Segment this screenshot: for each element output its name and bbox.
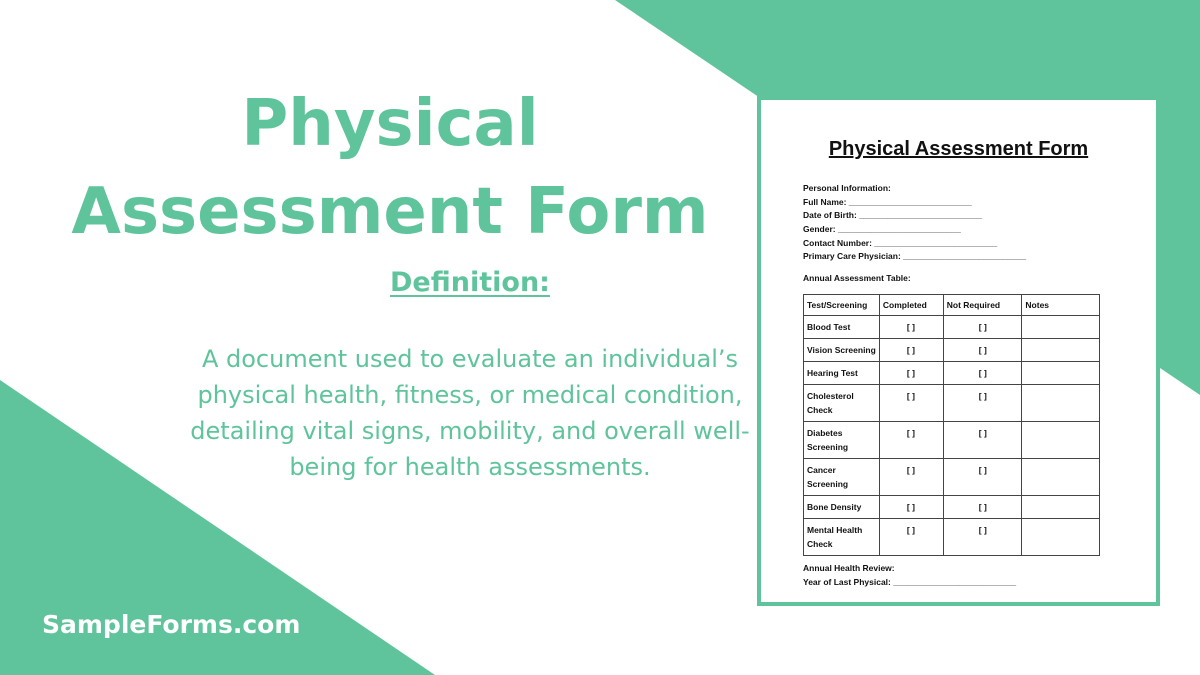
definition-heading: Definition:: [390, 267, 550, 298]
not-required-checkbox: [ ]: [943, 315, 1022, 338]
table-row: [804, 495, 1100, 518]
table-cell-test: Cholesterol Check: [804, 384, 880, 421]
form-field-year-of-last-physical: Year of Last Physical: __________________________: [803, 576, 1017, 587]
form-title: Physical Assessment Form: [828, 138, 1089, 160]
table-cell-test: Mental Health Check: [804, 518, 880, 555]
table-row: [804, 315, 1100, 338]
table-row: [804, 384, 1100, 421]
table-row: [804, 421, 1100, 458]
assessment-table: [803, 294, 1100, 556]
page-title-line-2: Assessment Form: [71, 175, 709, 249]
completed-checkbox: [ ]: [879, 518, 943, 555]
table-cell-notes: [1022, 458, 1100, 495]
personal-info-heading: Personal Information:: [803, 183, 891, 193]
table-heading: Annual Assessment Table:: [803, 273, 911, 284]
form-field-primary-care-physician: Primary Care Physician: __________________________: [803, 251, 1027, 262]
table-cell-notes: [1022, 315, 1100, 338]
table-header-row: [804, 294, 1100, 315]
form-field-gender: Gender: __________________________: [803, 224, 961, 235]
table-cell-test: Bone Density: [804, 495, 880, 518]
completed-checkbox: [ ]: [879, 384, 943, 421]
not-required-checkbox: [ ]: [943, 384, 1022, 421]
definition-text: A document used to evaluate an individual’s physical health, fitness, or medical condition, detailing vital signs, mobility, and overall well-being for health assessments.: [190, 345, 750, 481]
table-row: [804, 338, 1100, 361]
completed-checkbox: [ ]: [879, 495, 943, 518]
table-cell-test: Blood Test: [804, 315, 880, 338]
page-title-line-1: Physical: [241, 87, 539, 161]
completed-checkbox: [ ]: [879, 315, 943, 338]
not-required-checkbox: [ ]: [943, 518, 1022, 555]
brand-logo-text[interactable]: SampleForms.com: [42, 610, 301, 639]
completed-checkbox: [ ]: [879, 421, 943, 458]
form-field-contact-number: Contact Number: __________________________: [803, 237, 998, 248]
not-required-checkbox: [ ]: [943, 338, 1022, 361]
table-cell-test: Hearing Test: [804, 361, 880, 384]
completed-checkbox: [ ]: [879, 361, 943, 384]
completed-checkbox: [ ]: [879, 338, 943, 361]
form-body: [803, 182, 1123, 589]
form-field-date-of-birth: Date of Birth: __________________________: [803, 210, 983, 221]
table-cell-notes: [1022, 518, 1100, 555]
completed-checkbox: [ ]: [879, 458, 943, 495]
column-header: Not Required: [943, 294, 1022, 315]
not-required-checkbox: [ ]: [943, 361, 1022, 384]
table-cell-notes: [1022, 421, 1100, 458]
table-cell-notes: [1022, 495, 1100, 518]
table-row: [804, 458, 1100, 495]
column-header: Notes: [1022, 294, 1100, 315]
column-header: Test/Screening: [804, 294, 880, 315]
table-row: [804, 518, 1100, 555]
not-required-checkbox: [ ]: [943, 421, 1022, 458]
table-cell-test: Cancer Screening: [804, 458, 880, 495]
form-field-full-name: Full Name: __________________________: [803, 196, 972, 207]
form-preview: [757, 96, 1160, 606]
table-cell-test: Diabetes Screening: [804, 421, 880, 458]
review-heading: Annual Health Review:: [803, 562, 895, 573]
not-required-checkbox: [ ]: [943, 458, 1022, 495]
table-row: [804, 361, 1100, 384]
table-cell-notes: [1022, 384, 1100, 421]
not-required-checkbox: [ ]: [943, 495, 1022, 518]
table-cell-notes: [1022, 361, 1100, 384]
column-header: Completed: [879, 294, 943, 315]
table-cell-test: Vision Screening: [804, 338, 880, 361]
table-cell-notes: [1022, 338, 1100, 361]
